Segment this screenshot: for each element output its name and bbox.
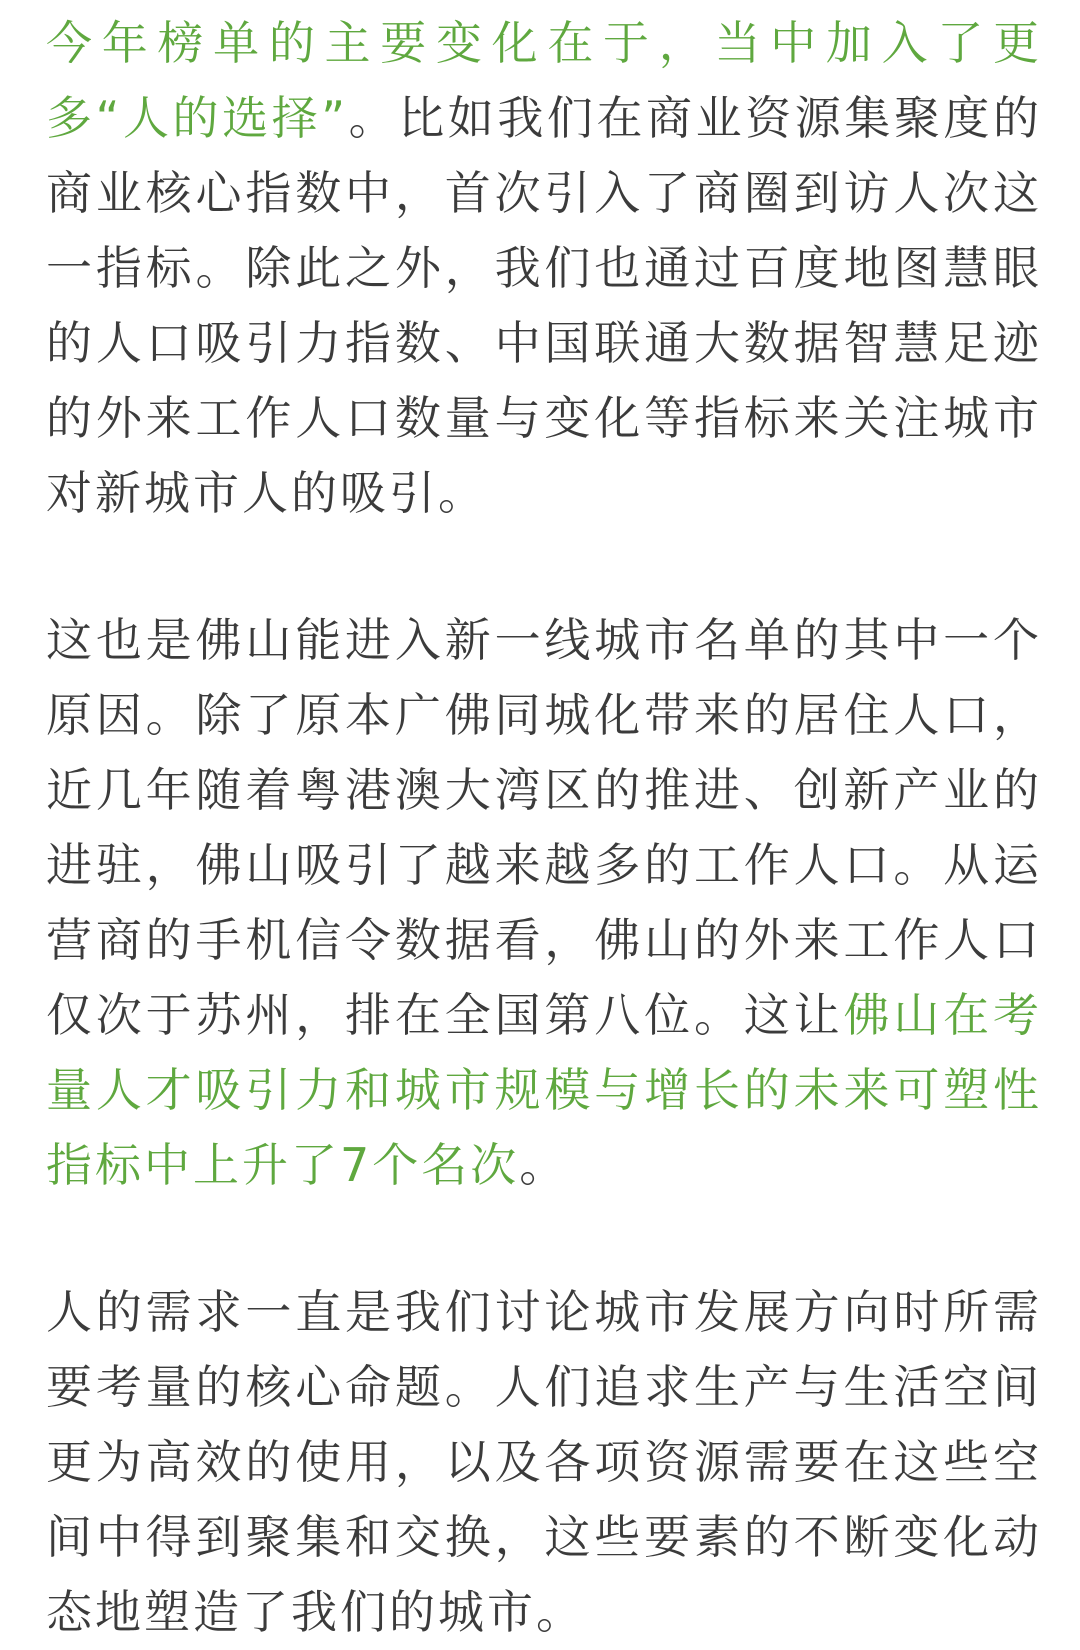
highlighted-text: 佛山在考量人才吸引力和城市规模与增长的未来可塑性指标中上升了7个名次	[46, 988, 1043, 1192]
body-text: 。	[519, 1138, 569, 1192]
article-body	[46, 6, 1042, 1650]
paragraph-ranking-changes	[46, 6, 1042, 531]
paragraph-foshan	[46, 603, 1042, 1203]
body-text: 。比如我们在商业资源集聚度的商业核心指数中，首次引入了商圈到访人次这一指标。除此之外，我们也通过百度地图慧眼的人口吸引力指数、中国联通大数据智慧足迹的外来工作人口数量与变化等指标来关注城市对新城市人的吸引。	[46, 91, 1042, 520]
body-text: 人的需求一直是我们讨论城市发展方向时所需要考量的核心命题。人们追求生产与生活空间更为高效的使用，以及各项资源需要在这些空间中得到聚集和交换，这些要素的不断变化动态地塑造了我们的城市。	[46, 1285, 1042, 1639]
highlighted-text: 今年榜单的主要变化在于，当中加入了更多“人的选择”	[46, 16, 1042, 145]
body-text: 这也是佛山能进入新一线城市名单的其中一个原因。除了原本广佛同城化带来的居住人口，近几年随着粤港澳大湾区的推进、创新产业的进驻，佛山吸引了越来越多的工作人口。从运营商的手机信令数据看，佛山的外来工作人口仅次于苏州，排在全国第八位。这让	[46, 613, 1042, 1042]
paragraph-human-needs	[46, 1275, 1042, 1650]
